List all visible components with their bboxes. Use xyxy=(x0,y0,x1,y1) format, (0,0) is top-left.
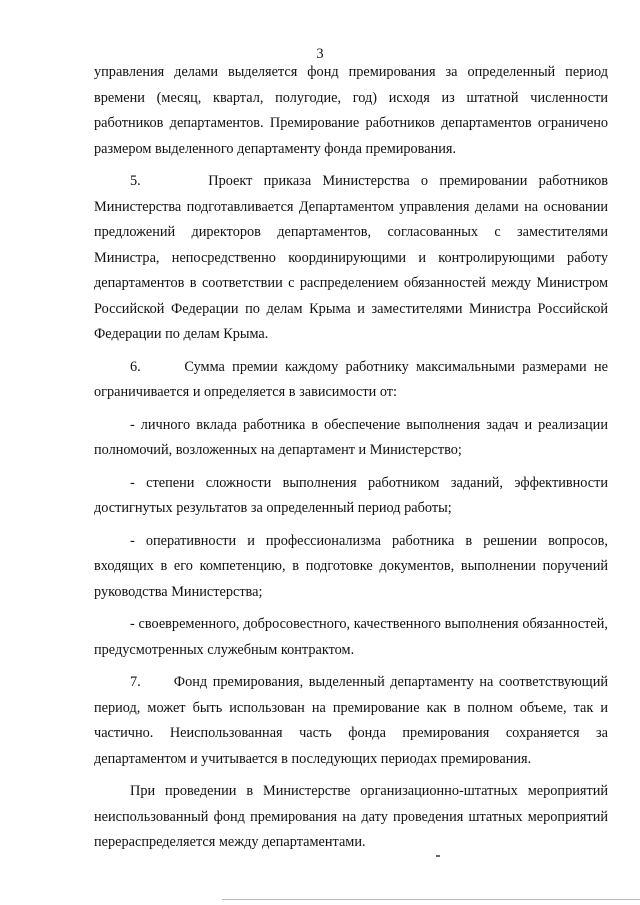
paragraph-fund-allocation: управления делами выделяется фонд премирования за определенный период времени (месяц, квартал, полугодие, год) исходя из штатной численности работников департаментов. Премирование работников департаментов ограничено размером выделенного департаменту фонда премирования. xyxy=(94,64,608,157)
list-item-efficiency-professionalism: - оперативности и профессионализма работника в решении вопросов, входящих в его компетенцию, в подготовке документов, выполнении поручений руководства Министерства; xyxy=(94,532,608,600)
paragraph-item-5: 5. Проект приказа Министерства о премировании работников Министерства подготавливается Департаментом управления делами на основании предложений директоров департаментов, согласованных с заместителями Министра, непосредственно координирующими и контролирующими работу департаментов в соответствии с распределением обязанностей между Министром Российской Федерации по делам Крыма и заместителями Министра Российской Федерации по делам Крыма. xyxy=(94,173,608,342)
paragraph-item-7: 7. Фонд премирования, выделенный департаменту на соответствующий период, может быть использован на премирование как в полном объеме, так и частично. Неиспользованная часть фонда премирования сохраняется за департаментом и учитывается в последующих периодах премирования. xyxy=(94,674,608,767)
scan-speck xyxy=(436,855,440,857)
list-item-task-complexity: - степени сложности выполнения работником заданий, эффективности достигнутых результатов за определенный период работы; xyxy=(94,474,608,516)
paragraph-redistribution: При проведении в Министерстве организационно-штатных мероприятий неиспользованный фонд премирования на дату проведения штатных мероприятий перераспределяется между департаментами. xyxy=(94,783,608,850)
list-item-timely-performance: - своевременного, добросовестного, качественного выполнения обязанностей, предусмотренных служебным контрактом. xyxy=(94,616,608,658)
document-body xyxy=(94,60,608,856)
scan-edge-line xyxy=(222,899,640,900)
list-item-personal-contribution: - личного вклада работника в обеспечение выполнения задач и реализации полномочий, возложенных на департамент и Министерство; xyxy=(94,416,608,458)
paragraph-item-6: 6. Сумма премии каждому работнику максимальными размерами не ограничивается и определяется в зависимости от: xyxy=(94,358,608,400)
page-number: 3 xyxy=(316,46,324,62)
